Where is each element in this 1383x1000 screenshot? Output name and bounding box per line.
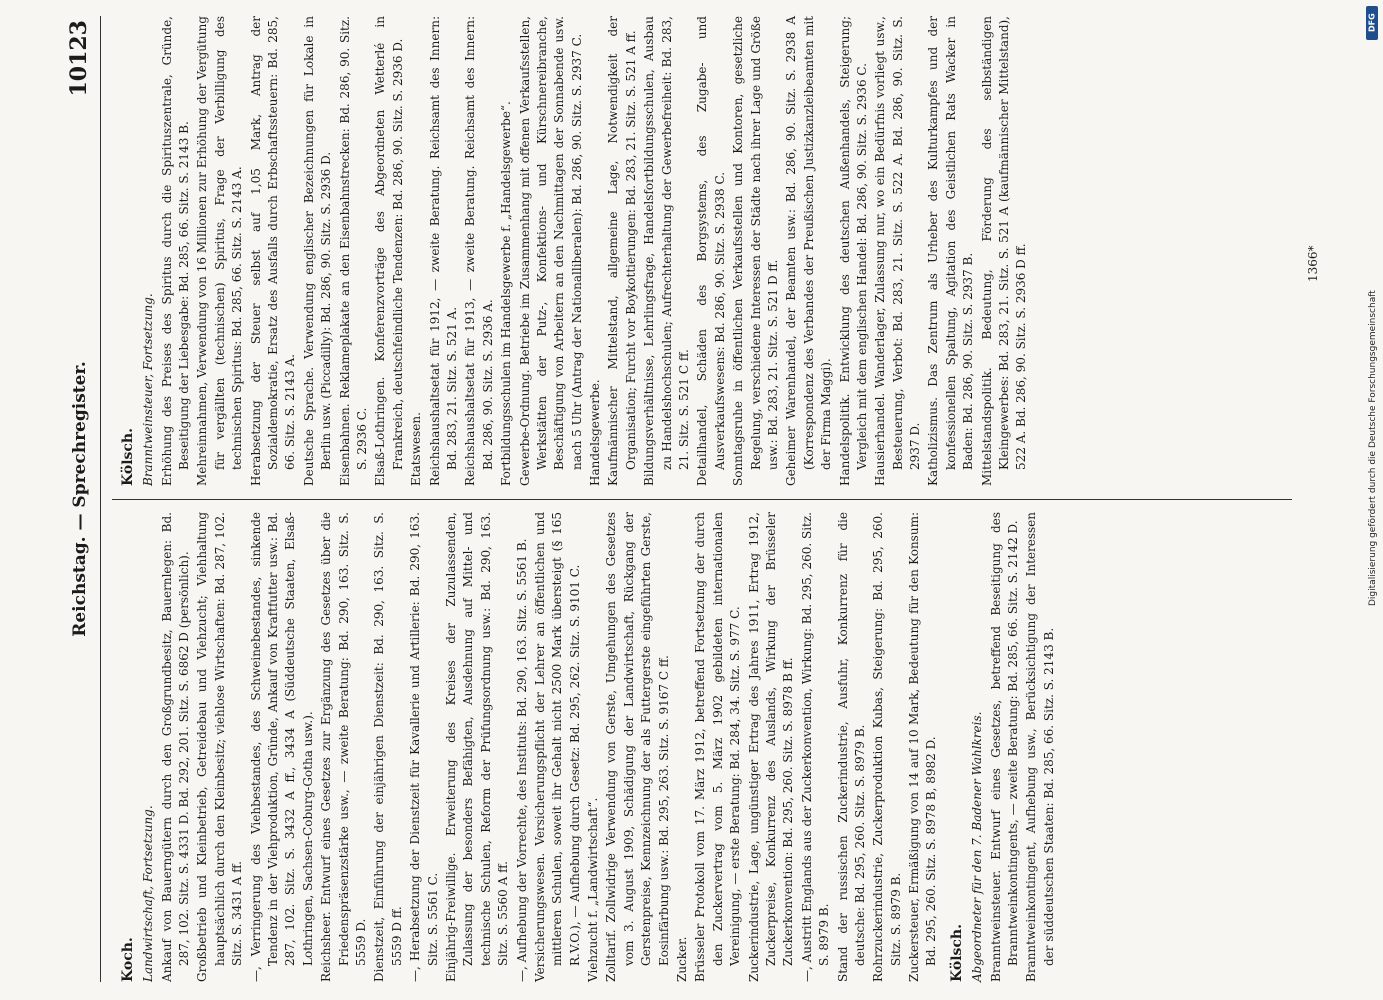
right-column (112, 16, 1292, 486)
header-rule (100, 16, 101, 982)
index-entry: Erhöhung des Preises des Spiritus durch die Spirituszentrale, Gründe, Beseitigung der Liebesgabe: Bd. 285, 66. Sitz. S. 2143 B. (159, 16, 192, 486)
index-entry: Ankauf von Bauerngütern durch den Großgrundbesitz, Bauernlegen: Bd. 287, 102. Sitz. S. 4331 D. Bd. 292, 201. Sitz. S. 6862 D (persönlich). (159, 512, 192, 982)
index-entry: Kaufmännischer Mittelstand, allgemeine Lage, Notwendigkeit der Organisation; Furcht vor Boykottierungen: Bd. 283, 21. Sitz. S. 521 A ff. (606, 16, 638, 486)
index-entry: Großbetrieb und Kleinbetrieb, Getreidebau und Viehzucht; Viehhaltung hauptsächlich durch den Kleinbesitz; viehlose Wirtschaften: Bd. 287, 102. Sitz. S. 3431 A ff. (195, 512, 245, 982)
index-entry: Rohrzuckerindustrie, Zuckerproduktion Kubas, Steigerung: Bd. 295, 260. Sitz. S. 8979 B. (871, 512, 903, 982)
section-heading: Landwirtschaft, Fortsetzung. (141, 805, 156, 982)
index-entry: Branntweinkontingent, Aufhebung usw., Berücksichtigung der Interessen der süddeutschen Staaten: Bd. 285, 66. Sitz. S. 2143 B. (1024, 512, 1056, 982)
index-entry: Branntweinsteuer. Entwurf eines Gesetzes, betreffend Beseitigung des Branntweinkontingents, — zweite Beratung: Bd. 285, 66. Sitz. S. 2142 D. (988, 512, 1020, 982)
index-entry: Fortbildungsschulen im Handelsgewerbe f. „Handelsgewerbe“. (499, 101, 514, 486)
index-entry: Etatswesen. (409, 412, 424, 486)
index-entry: —, Herabsetzung der Dienstzeit für Kavallerie und Artillerie: Bd. 290, 163. Sitz. S. 5561 C. (408, 512, 440, 982)
index-entry: Hausierhandel. Wanderlager, Zulassung nur, wo ein Bedürfnis vorliegt usw., Besteuerung, Verbot: Bd. 283, 21. Sitz. S. 522 A. Bd. 286, 90. Sitz. S. 2937 D. (873, 16, 923, 486)
index-entry: Elsaß-Lothringen. Konferenzvorträge des Abgeordneten Wetterlé in Frankreich, deutschfeindliche Tendenzen: Bd. 286, 90. Sitz. S. 2936 D. (373, 16, 405, 486)
index-entry: Detailhandel, Schäden des Borgsystems, des Zugabe- und Ausverkaufswesens: Bd. 286, 90. Sitz. S. 2938 C. (695, 16, 727, 486)
index-entry: Zucker. (675, 936, 690, 982)
index-entry: —, Verringerung des Viehbestandes, des Schweinebestandes, sinkende Tendenz in der Viehproduktion, Gründe, Ankauf von Kraftfutter usw.: Bd. 287, 102. Sitz. S. 3432 A ff., 3434 A (Süddeutsche Staaten, Elsaß-Lothringen, Sachsen-Coburg-Gotha usw.). (248, 512, 315, 982)
entry-list (988, 512, 1059, 982)
index-entry: —, Austritt Englands aus der Zuckerkonvention, Wirkung: Bd. 295, 260. Sitz. S. 8979 B. (799, 512, 832, 982)
running-head (60, 16, 96, 982)
folio-mark: 1366* (1306, 245, 1320, 282)
speaker-name: Kölsch. (948, 924, 965, 982)
index-entry: Brüsseler Protokoll vom 17. März 1912, betreffend Fortsetzung der durch den Zuckervertrag vom 5. März 1902 gebildeten internationalen Vereinigung, — erste Beratung: Bd. 284, 34. Sitz. S. 977 C. (693, 512, 743, 982)
left-column (112, 512, 1292, 982)
speaker-note: Abgeordneter für den 7. Badener Wahlkreis. (970, 711, 985, 982)
index-entry: Dienstzeit, Einführung der einjährigen Dienstzeit: Bd. 290, 163. Sitz. S. 5559 D ff. (372, 512, 404, 982)
index-entry: Reichshaushaltsetat für 1913, — zweite Beratung. Reichsamt des Innern: Bd. 286, 90. Sitz. S. 2936 A. (463, 16, 495, 486)
index-entry: Viehzucht f. „Landwirtschaft“. (586, 797, 601, 982)
index-entry: Zuckerindustrie, Lage, ungünstiger Ertrag des Jahres 1911, Ertrag 1912, Zuckerpreise, Konkurrenz des Auslands, Wirkung der Brüsseler Zuckerkonvention: Bd. 295, 260. Sitz. S. 8978 B ff. (746, 512, 796, 982)
digitization-note: Digitalisierung gefördert durch die Deutsche Forschungsgemeinschaft (1368, 290, 1378, 606)
index-entry: Mittelstandspolitik. Bedeutung, Förderung des selbständigen Kleingewerbes: Bd. 283, 21. Sitz. S. 521 A (kaufmännischer Mittelstand), 522 A. Bd. 286, 90. Sitz. S. 2936 D ff. (979, 16, 1029, 486)
index-entry: Katholizismus. Das Zentrum als Urheber des Kulturkampfes und der konfessionellen Spaltung, Agitation des Geistlichen Rats Wacker in Baden: Bd. 286, 90. Sitz. S. 2937 B. (926, 16, 976, 486)
index-entry: Versicherungswesen. Versicherungspflicht der Lehrer an öffentlichen und mittleren Schulen, soweit ihr Gehalt nicht 2500 Mark übersteigt (§ 165 R.V.O.), — Aufhebung durch Gesetz: Bd. 295, 262. Sitz. S. 9101 C. (532, 512, 582, 982)
index-entry: Deutsche Sprache. Verwendung englischer Bezeichnungen für Lokale in Berlin usw. (Piccadilly): Bd. 286, 90. Sitz. S. 2936 D. (301, 16, 334, 486)
speaker-name: Koch. (120, 937, 136, 982)
index-entry: Handelspolitik. Entwicklung des deutschen Außenhandels, Steigerung; Vergleich mit dem englischen Handel: Bd. 286, 90. Sitz. S. 2936 C. (837, 16, 869, 486)
dfg-logo: DFG (1366, 6, 1378, 40)
section-heading: Branntweinsteuer, Fortsetzung. (141, 293, 156, 486)
index-entry: Handelsgewerbe. (588, 379, 603, 486)
entry-list (159, 16, 1031, 486)
page-number: 10123 (66, 20, 92, 97)
index-entry: Eisenbahnen. Reklameplakate an den Eisenbahnstrecken: Bd. 286, 90. Sitz. S. 2936 C. (337, 16, 369, 486)
index-entry: Stand der russischen Zuckerindustrie, Ausfuhr, Konkurrenz für die deutsche: Bd. 295, 260. Sitz. S. 8979 B. (835, 512, 867, 982)
two-column-text (112, 16, 1292, 982)
index-entry: Reichshaushaltsetat für 1912, — zweite Beratung. Reichsamt des Innern: Bd. 283, 21. Sitz. S. 521 A. (427, 16, 459, 486)
speaker-name: Kölsch. (120, 428, 136, 486)
index-entry: Gewerbe-Ordnung. Betriebe im Zusammenhang mit offenen Verkaufsstellen, Werkstätten der Putz-, Konfektions- und Kürschnereibranche, Beschäftigung von Arbeitern an den Nachmittagen der Sonnabende usw. nach 5 Uhr (Antrag der Nationalliberalen): Bd. 286, 90. Sitz. S. 2937 C. (517, 16, 584, 486)
index-entry: Zolltarif. Zollwidrige Verwendung von Gerste, Umgehungen des Gesetzes vom 3. August 1909, Schädigung der Landwirtschaft, Rückgang der Gerstenpreise, Kennzeichnung der als Futtergerste eingeführten Gerste, Eosinfärbung usw.: Bd. 295, 263. Sitz. S. 9167 C ff. (604, 512, 671, 982)
page-body (48, 16, 1338, 982)
column-divider (112, 499, 1292, 500)
index-entry: —, Aufhebung der Vorrechte, des Instituts: Bd. 290, 163. Sitz. S. 5561 B. (514, 538, 529, 982)
index-entry: Bildungsverhältnisse, Lehrlingsfrage, Handelsfortbildungsschulen, Ausbau zu Handelshochschulen; Aufrechterhaltung der Gewerbefreiheit: Bd. 283, 21. Sitz. S. 521 C ff. (642, 16, 692, 486)
index-entry: Herabsetzung der Steuer selbst auf 1,05 Mark, Antrag der Sozialdemokratie, Ersatz des Ausfalls durch Erbschaftssteuern: Bd. 285, 66. Sitz. S. 2143 A. (248, 16, 298, 486)
index-entry: Einjährig-Freiwillige. Erweiterung des Kreises der Zuzulassenden, Zulassung der besonders Befähigten, Ausdehnung auf Mittel- und technische Schulen, Reform der Prüfungsordnung usw.: Bd. 290, 163. Sitz. S. 5560 A ff. (443, 512, 511, 982)
index-entry: Geheimer Warenhandel, der Beamten usw.: Bd. 286, 90. Sitz. S. 2938 A (Korrespondenz des Verbandes der Preußischen Justizkanzleibeamten mit der Firma Maggi). (784, 16, 834, 486)
running-head-title: Reichstag. — Sprechregister. (70, 361, 90, 637)
index-entry: Reichsheer. Entwurf eines Gesetzes zur Ergänzung des Gesetzes über die Friedenspräsenzstärke usw., — zweite Beratung: Bd. 290, 163. Sitz. S. 5559 D. (319, 512, 368, 982)
index-entry: Sonntagsruhe in öffentlichen Verkaufsstellen und Kontoren, gesetzliche Regelung, verschiedene Interessen der Städte nach ihrer Lage und Größe usw.: Bd. 283, 21. Sitz. S. 521 D ff. (731, 16, 780, 486)
index-entry: Zuckersteuer, Ermäßigung von 14 auf 10 Mark, Bedeutung für den Konsum: Bd. 295, 260. Sitz. S. 8978 B, 8982 D. (907, 512, 939, 982)
entry-list (159, 512, 941, 982)
index-entry: Mehreinnahmen, Verwendung von 16 Millionen zur Erhöhung der Vergütung für vergällten (technischen) Spiritus, Frage der Verbilligung des technischen Spiritus: Bd. 285, 66. Sitz. S. 2143 A. (195, 16, 245, 486)
